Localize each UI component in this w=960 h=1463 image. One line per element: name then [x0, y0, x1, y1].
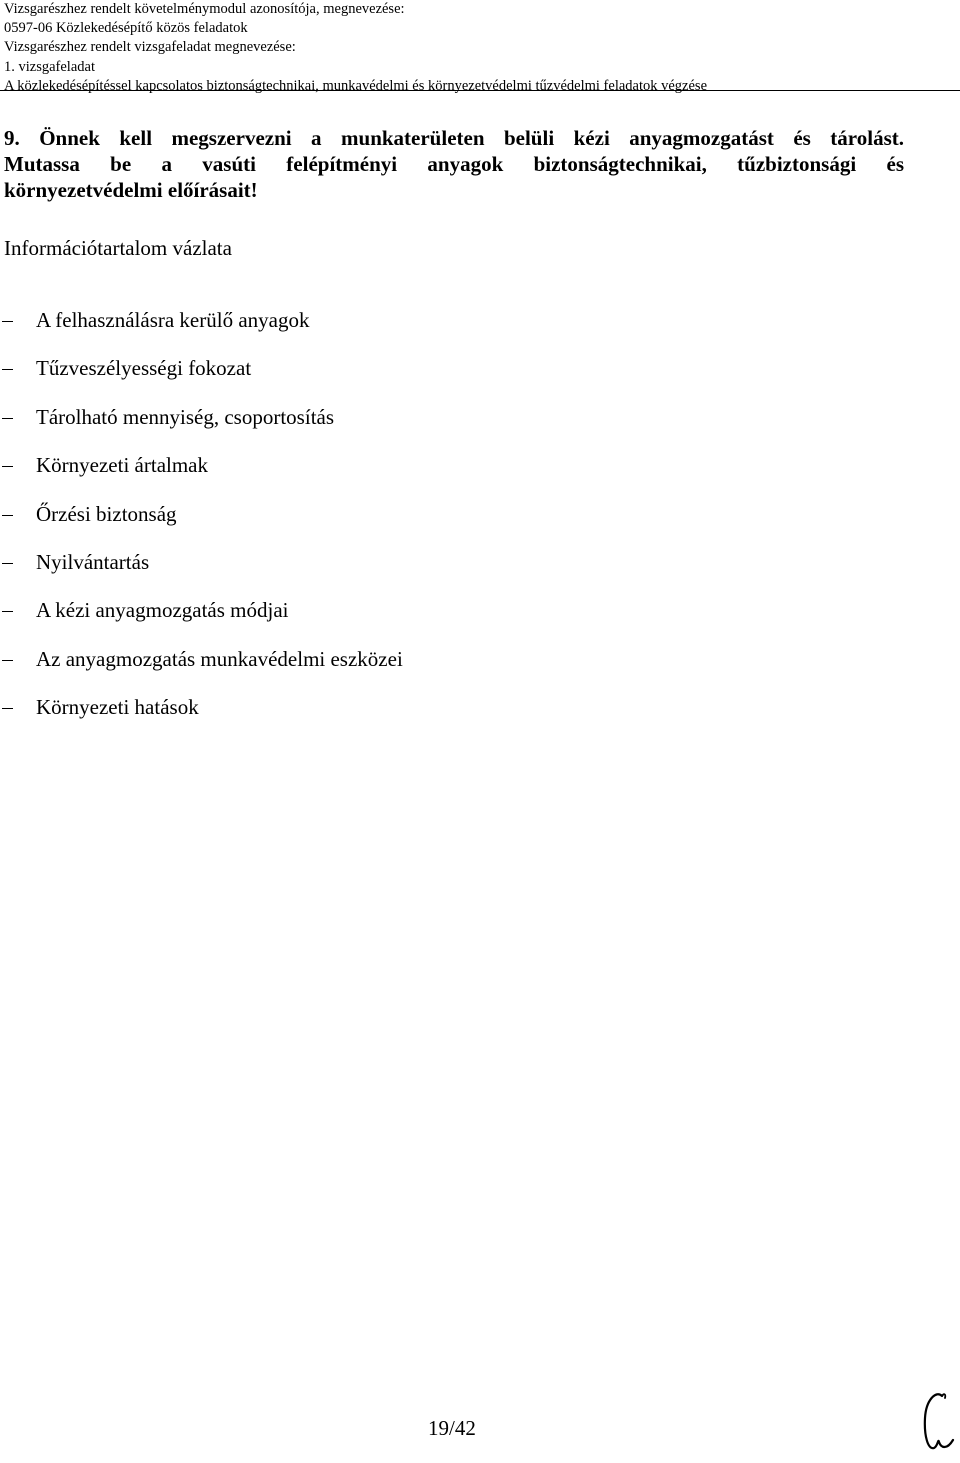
- dash-bullet-icon: [2, 708, 13, 709]
- handwritten-signature-icon: [920, 1388, 956, 1456]
- header-module-label: Vizsgarészhez rendelt követelménymodul azonosítója, megnevezése:: [4, 1, 405, 17]
- list-item-text: Környezeti ártalmak: [36, 453, 208, 478]
- list-item-text: Környezeti hatások: [36, 695, 199, 720]
- page-header: [4, 0, 954, 96]
- dash-bullet-icon: [2, 369, 13, 370]
- header-task-label: Vizsgarészhez rendelt vizsgafeladat megnevezése:: [4, 39, 296, 56]
- info-outline-title: Információtartalom vázlata: [4, 236, 232, 260]
- list-item-text: Tárolható mennyiség, csoportosítás: [36, 404, 335, 429]
- list-item-text: Az anyagmozgatás munkavédelmi eszközei: [36, 646, 403, 671]
- task-statement: [4, 125, 904, 203]
- list-item-text: Őrzési biztonság: [36, 501, 177, 526]
- list-item-text: A felhasználásra kerülő anyagok: [36, 308, 310, 332]
- header-divider: [0, 90, 960, 91]
- dash-bullet-icon: [2, 466, 13, 467]
- header-task-name: A közlekedésépítéssel kapcsolatos biztonságtechnikai, munkavédelmi és környezetvédelmi tűzvédelmi feladatok végzése: [4, 77, 708, 94]
- dash-bullet-icon: [2, 418, 13, 419]
- task-line-2: Mutassa be a vasúti felépítményi anyagok biztonságtechnikai, tűzbiztonsági és: [4, 152, 904, 176]
- header-module-name: 0597-06 Közlekedésépítő közös feladatok: [4, 20, 248, 37]
- header-task-number: 1. vizsgafeladat: [4, 58, 95, 75]
- dash-bullet-icon: [2, 321, 13, 322]
- dash-bullet-icon: [2, 611, 13, 612]
- task-line-3: környezetvédelmi előírásait!: [4, 178, 258, 202]
- dash-bullet-icon: [2, 660, 13, 661]
- list-item-text: Tűzveszélyességi fokozat: [36, 356, 252, 381]
- list-item-text: A kézi anyagmozgatás módjai: [36, 598, 289, 623]
- list-item-text: Nyilvántartás: [36, 549, 150, 574]
- page-number: 19/42: [428, 1416, 476, 1440]
- dash-bullet-icon: [2, 563, 13, 564]
- task-line-1: 9. Önnek kell megszervezni a munkaterületen belüli kézi anyagmozgatást és tárolást.: [4, 126, 904, 150]
- dash-bullet-icon: [2, 515, 13, 516]
